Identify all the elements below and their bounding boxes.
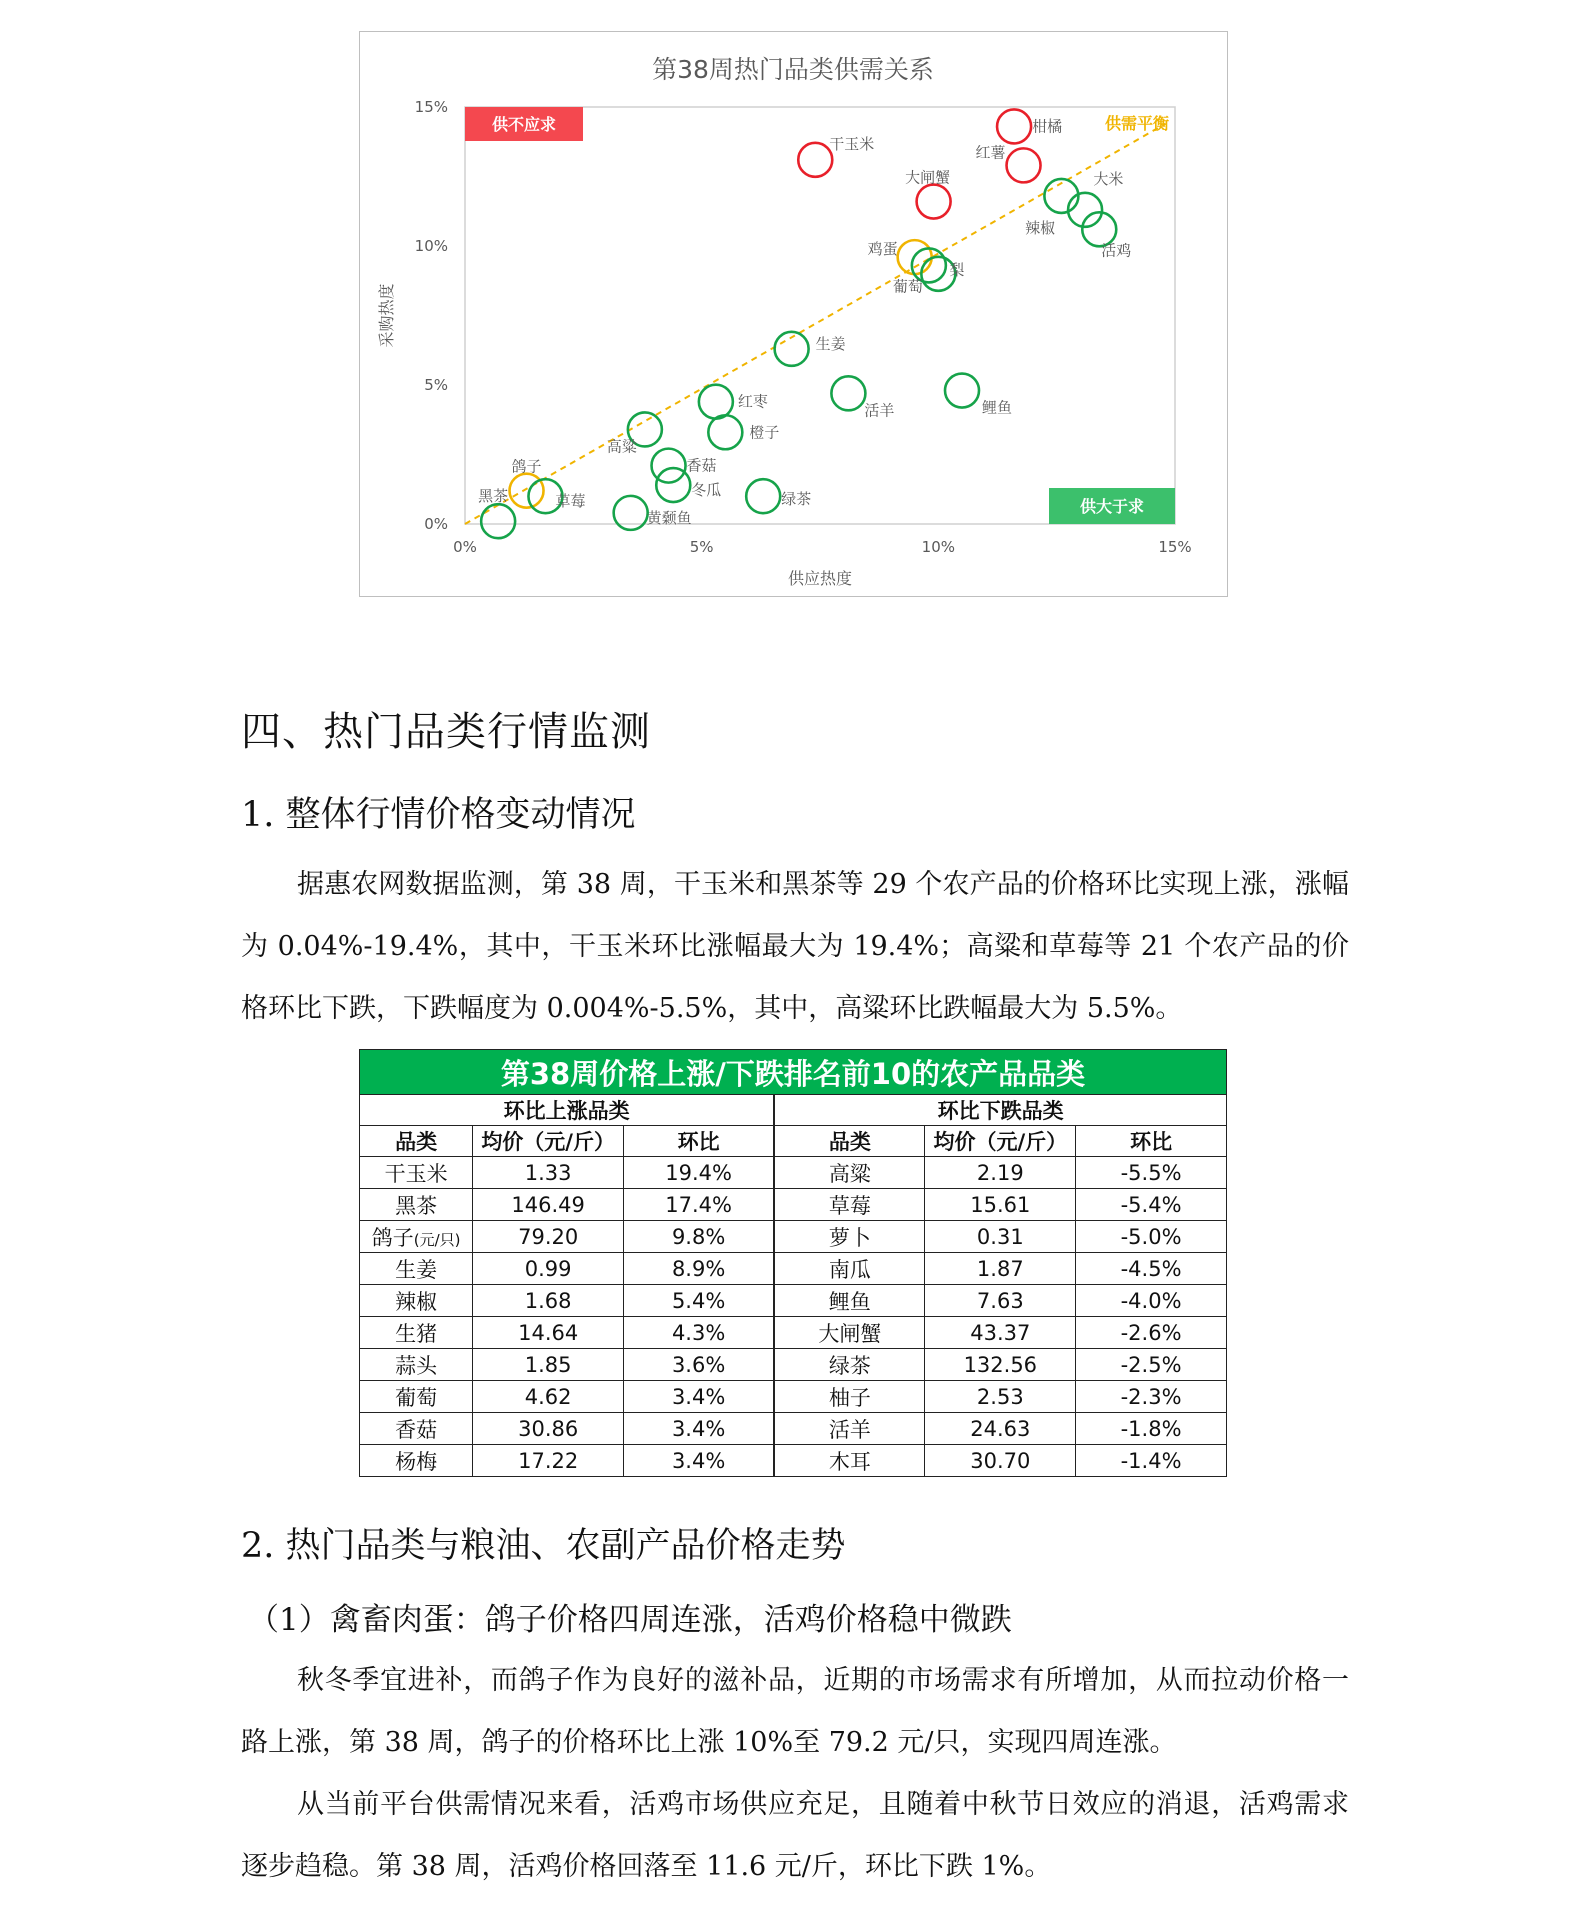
table-row: [360, 1157, 1227, 1189]
fall-change-cell-text: -2.3%: [1120, 1384, 1182, 1409]
data-point-surplus: [656, 468, 690, 502]
x-axis-label: 供应热度: [787, 569, 853, 588]
rise-change-cell-text: 4.3%: [671, 1320, 726, 1345]
y-axis-label: 采购热度: [377, 283, 396, 348]
subsection-2-title: 2. 热门品类与粮油、农副产品价格走势: [241, 1526, 846, 1566]
rise-category-cell: [360, 1221, 473, 1253]
fall-change-cell-text: -2.6%: [1120, 1320, 1182, 1345]
data-point-label: 葡萄: [892, 277, 923, 296]
fall-category-cell-text: 柚子: [828, 1385, 871, 1410]
rise-price-cell-text: 30.86: [518, 1416, 579, 1441]
rise-price-cell: [473, 1413, 624, 1445]
fall-category-cell: [774, 1253, 925, 1285]
paragraph-chicken: 从当前平台供需情况来看，活鸡市场供应充足，且随着中秋节日效应的消退，活鸡需求逐步趋稳。第 38 周，活鸡价格回落至 11.6 元/斤，环比下跌 1%。: [241, 1789, 1349, 1882]
rise-category-cell-text: 杨梅: [395, 1449, 438, 1474]
rise-change-cell-text: 19.4%: [665, 1160, 732, 1185]
col-header-category: 品类: [360, 1126, 473, 1157]
fall-price-cell-text: 1.87: [976, 1256, 1024, 1281]
fall-category-cell-text: 绿茶: [828, 1353, 871, 1378]
rise-category-cell: [360, 1253, 473, 1285]
fall-category-cell: [774, 1413, 925, 1445]
col-header-category: 品类: [774, 1126, 925, 1157]
rise-category-cell: [360, 1349, 473, 1381]
table-row: [360, 1317, 1227, 1349]
rise-change-cell: [624, 1349, 775, 1381]
table-row: [360, 1253, 1227, 1285]
data-point-label: 鸡蛋: [867, 240, 898, 259]
rise-price-cell-text: 1.85: [524, 1352, 572, 1377]
x-tick-label: 15%: [1158, 538, 1192, 556]
fall-change-cell-text: -5.5%: [1120, 1160, 1182, 1185]
fall-change-cell: [1076, 1445, 1227, 1477]
rise-change-cell: [624, 1221, 775, 1253]
rise-change-cell: [624, 1445, 775, 1477]
y-tick-label: 0%: [424, 515, 448, 533]
rise-price-cell: [473, 1285, 624, 1317]
fall-change-cell: [1076, 1381, 1227, 1413]
fall-price-cell-text: 15.61: [970, 1192, 1031, 1217]
subsection-2-1-title: （1）禽畜肉蛋：鸽子价格四周连涨，活鸡价格稳中微跌: [248, 1602, 1012, 1638]
fall-change-cell-text: -4.5%: [1120, 1256, 1182, 1281]
data-point-shortage: [1007, 148, 1041, 182]
data-point-label: 黑茶: [478, 487, 509, 506]
fall-price-cell: [925, 1445, 1076, 1477]
col-header-change: 环比: [1076, 1126, 1227, 1157]
data-point-label: 黄颡鱼: [646, 508, 692, 527]
rise-price-cell-text: 146.49: [511, 1192, 585, 1217]
rise-category-cell-text: 蒜头: [395, 1353, 438, 1378]
fall-price-cell: [925, 1285, 1076, 1317]
rise-change-cell: [624, 1381, 775, 1413]
fall-change-cell: [1076, 1285, 1227, 1317]
rise-price-cell: [473, 1445, 624, 1477]
data-point-label: 大米: [1093, 169, 1124, 188]
subsection-1-title: 1. 整体行情价格变动情况: [241, 795, 636, 835]
data-point-label: 活鸡: [1101, 241, 1132, 260]
rise-change-cell: [624, 1285, 775, 1317]
table-row: [360, 1189, 1227, 1221]
paragraph-overall-price: 据惠农网数据监测，第 38 周，干玉米和黑茶等 29 个农产品的价格环比实现上涨，涨幅为 0.04%-19.4%，其中，干玉米环比涨幅最大为 19.4%；高粱和草莓等 21 个农产品的价格环比下跌，下跌幅度为 0.004%-5.5%，其中，高粱环比跌幅最大为 5.5%。: [241, 869, 1349, 1024]
unit-note: (元/只): [413, 1230, 461, 1249]
data-point-surplus: [699, 385, 733, 419]
data-point-surplus: [746, 479, 780, 513]
rise-price-cell-text: 0.99: [524, 1256, 572, 1281]
data-point-label: 大闸蟹: [905, 168, 951, 187]
data-point-balanced: [510, 474, 544, 508]
fall-change-cell: [1076, 1253, 1227, 1285]
data-point-label: 辣椒: [1025, 218, 1056, 237]
data-point-label: 鲤鱼: [982, 398, 1013, 417]
rise-category-cell-text: 生姜: [395, 1257, 438, 1282]
rise-category-cell-text: 生猪: [395, 1321, 438, 1346]
rise-change-cell-text: 3.4%: [671, 1448, 726, 1473]
rise-price-cell: [473, 1381, 624, 1413]
rise-price-cell-text: 17.22: [518, 1448, 579, 1473]
fall-category-cell-text: 活羊: [828, 1417, 871, 1442]
data-point-label: 干玉米: [829, 134, 875, 153]
fall-category-cell-text: 草莓: [828, 1193, 871, 1218]
rise-category-cell-text: 香菇: [395, 1417, 438, 1442]
rise-change-cell-text: 5.4%: [671, 1288, 726, 1313]
rise-change-cell-text: 8.9%: [671, 1256, 726, 1281]
x-tick-label: 0%: [453, 538, 477, 556]
data-point-surplus: [708, 415, 742, 449]
fall-change-cell-text: -2.5%: [1120, 1352, 1182, 1377]
table-row: [360, 1221, 1227, 1253]
rise-price-cell-text: 1.68: [524, 1288, 572, 1313]
data-point-label: 橙子: [749, 423, 780, 442]
fall-category-cell: [774, 1157, 925, 1189]
data-point-label: 高粱: [606, 437, 637, 456]
rise-category-cell: [360, 1189, 473, 1221]
data-point-label: 红枣: [737, 392, 768, 411]
rise-change-cell-text: 3.6%: [671, 1352, 726, 1377]
data-point-label: 草莓: [555, 492, 586, 511]
fall-price-cell-text: 43.37: [970, 1320, 1031, 1345]
fall-category-cell: [774, 1445, 925, 1477]
rise-price-cell: [473, 1189, 624, 1221]
rise-change-cell: [624, 1253, 775, 1285]
fall-price-cell-text: 30.70: [970, 1448, 1031, 1473]
fall-price-cell-text: 2.53: [976, 1384, 1024, 1409]
rise-change-cell-text: 3.4%: [671, 1384, 726, 1409]
balance-label: 供需平衡: [1104, 114, 1169, 133]
fall-category-cell-text: 鲤鱼: [828, 1289, 871, 1314]
fall-price-cell-text: 24.63: [970, 1416, 1031, 1441]
data-point-label: 香菇: [686, 456, 717, 475]
data-point-surplus: [614, 496, 648, 530]
fall-change-cell: [1076, 1221, 1227, 1253]
data-point-label: 活羊: [864, 401, 895, 420]
plot-area: [465, 107, 1175, 524]
table-row: [360, 1285, 1227, 1317]
fall-price-cell-text: 132.56: [963, 1352, 1038, 1377]
rise-price-cell-text: 14.64: [518, 1320, 579, 1345]
fall-category-cell-text: 高粱: [828, 1161, 871, 1186]
data-point-label: 柑橘: [1032, 117, 1063, 136]
rise-price-cell: [473, 1221, 624, 1253]
data-point-label: 红薯: [975, 143, 1006, 162]
y-tick-label: 15%: [414, 98, 448, 116]
table-row: [360, 1445, 1227, 1477]
rise-category-cell-text: 干玉米: [384, 1161, 448, 1186]
fall-category-cell: [774, 1189, 925, 1221]
data-point-label: 鸽子: [511, 457, 542, 476]
table-row: [360, 1349, 1227, 1381]
rise-group-header: 环比上涨品类: [360, 1095, 775, 1126]
fall-price-cell-text: 7.63: [976, 1288, 1024, 1313]
fall-change-cell-text: -5.0%: [1120, 1224, 1182, 1249]
shortage-badge-label: 供不应求: [491, 115, 557, 134]
fall-category-cell: [774, 1381, 925, 1413]
fall-price-cell: [925, 1157, 1076, 1189]
y-tick-label: 5%: [424, 376, 448, 394]
rise-price-cell: [473, 1317, 624, 1349]
supply-demand-chart: [359, 31, 1228, 597]
col-header-price: 均价（元/斤）: [925, 1126, 1076, 1157]
price-ranking-table: [359, 1049, 1227, 1477]
fall-change-cell-text: -1.8%: [1120, 1416, 1182, 1441]
fall-price-cell-text: 0.31: [976, 1224, 1024, 1249]
data-point-shortage: [997, 109, 1031, 143]
rise-change-cell: [624, 1189, 775, 1221]
fall-price-cell-text: 2.19: [976, 1160, 1024, 1185]
fall-group-header: 环比下跌品类: [774, 1095, 1226, 1126]
data-point-shortage: [917, 185, 951, 219]
fall-change-cell: [1076, 1157, 1227, 1189]
data-point-surplus: [945, 374, 979, 408]
scatter-plot: [360, 32, 1227, 596]
fall-change-cell-text: -4.0%: [1120, 1288, 1182, 1313]
fall-change-cell: [1076, 1349, 1227, 1381]
fall-price-cell: [925, 1317, 1076, 1349]
table-row: [360, 1413, 1227, 1445]
section-4-title: 四、热门品类行情监测: [241, 709, 651, 755]
data-point-label: 绿茶: [781, 490, 812, 509]
rise-category-cell: [360, 1157, 473, 1189]
rise-category-cell-text: 辣椒: [395, 1289, 438, 1314]
rise-category-cell: [360, 1317, 473, 1349]
rise-category-cell-text: 黑茶: [395, 1193, 438, 1218]
rise-price-cell: [473, 1157, 624, 1189]
rise-category-cell: [360, 1381, 473, 1413]
fall-price-cell: [925, 1253, 1076, 1285]
rise-change-cell-text: 17.4%: [665, 1192, 732, 1217]
rise-change-cell-text: 9.8%: [671, 1224, 726, 1249]
fall-category-cell-text: 木耳: [828, 1449, 871, 1474]
table-title: 第38周价格上涨/下跌排名前10的农产品品类: [360, 1050, 1227, 1095]
data-point-shortage: [798, 143, 832, 177]
data-point-surplus: [481, 504, 515, 538]
data-point-label: 梨: [949, 260, 965, 279]
rise-price-cell-text: 1.33: [524, 1160, 572, 1185]
col-header-price: 均价（元/斤）: [473, 1126, 624, 1157]
data-point-label: 生姜: [815, 334, 846, 353]
rise-price-cell: [473, 1349, 624, 1381]
x-tick-label: 10%: [921, 538, 956, 556]
rise-price-cell-text: 79.20: [518, 1224, 579, 1249]
fall-change-cell: [1076, 1189, 1227, 1221]
paragraph-pigeon: 秋冬季宜进补，而鸽子作为良好的滋补品，近期的市场需求有所增加，从而拉动价格一路上涨，第 38 周，鸽子的价格环比上涨 10%至 79.2 元/只，实现四周连涨。: [241, 1665, 1349, 1758]
fall-change-cell-text: -1.4%: [1120, 1448, 1182, 1473]
data-point-label: 冬瓜: [691, 481, 722, 500]
balance-line: [465, 124, 1166, 524]
fall-price-cell: [925, 1413, 1076, 1445]
chart-title: 第38周热门品类供需关系: [652, 55, 934, 84]
fall-change-cell: [1076, 1413, 1227, 1445]
fall-price-cell: [925, 1349, 1076, 1381]
rise-category-cell: [360, 1445, 473, 1477]
fall-price-cell: [925, 1221, 1076, 1253]
x-tick-label: 5%: [689, 538, 714, 556]
surplus-badge-label: 供大于求: [1079, 497, 1145, 516]
rise-category-cell-text: 鸽子: [371, 1225, 414, 1250]
fall-category-cell-text: 南瓜: [828, 1257, 871, 1282]
fall-category-cell: [774, 1317, 925, 1349]
rise-category-cell-text: 葡萄: [395, 1385, 438, 1410]
rise-price-cell: [473, 1253, 624, 1285]
rise-change-cell-text: 3.4%: [671, 1416, 726, 1441]
rise-category-cell: [360, 1285, 473, 1317]
y-tick-label: 10%: [414, 237, 448, 255]
fall-category-cell: [774, 1349, 925, 1381]
fall-price-cell: [925, 1189, 1076, 1221]
fall-category-cell: [774, 1221, 925, 1253]
rise-change-cell: [624, 1413, 775, 1445]
rise-change-cell: [624, 1317, 775, 1349]
fall-change-cell-text: -5.4%: [1120, 1192, 1182, 1217]
fall-price-cell: [925, 1381, 1076, 1413]
rise-category-cell: [360, 1413, 473, 1445]
fall-category-cell-text: 萝卜: [828, 1225, 871, 1250]
table-row: [360, 1381, 1227, 1413]
rise-price-cell-text: 4.62: [524, 1384, 572, 1409]
fall-category-cell: [774, 1285, 925, 1317]
fall-change-cell: [1076, 1317, 1227, 1349]
fall-category-cell-text: 大闸蟹: [818, 1321, 882, 1346]
rise-change-cell: [624, 1157, 775, 1189]
data-point-surplus: [831, 376, 865, 410]
col-header-change: 环比: [624, 1126, 775, 1157]
